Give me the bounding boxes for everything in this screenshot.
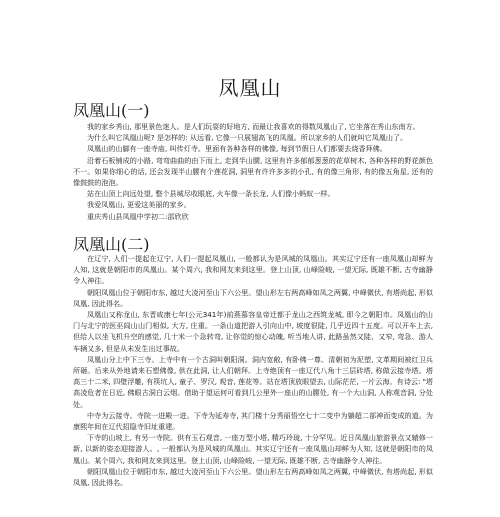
section-body-2 [73, 253, 433, 488]
paragraph: 中寺为云接寺。寺院一进殿一进。下寺为延寿寺, 其门楼十分秀丽悟空七十二变中为躺超二部神而变成的道。为康熙年间在辽代招隐寺旧址重建。 [73, 410, 433, 432]
section-heading-1: 凤凰山(一) [73, 101, 150, 120]
section-heading-2: 凤凰山(二) [73, 235, 150, 254]
paragraph: 凤凰山的山脚有一座寺庙, 叫传灯寺。里面有各种各样的佛像, 每到节假日人们都要去烧香拜佛。 [87, 144, 387, 154]
author-line: 重庆秀山县凤凰中学初二:邵欣欣 [87, 211, 189, 221]
paragraph: 沿着石板铺成的小路, 弯弯曲曲的由下而上, 走到半山腰, 这里有许多郁郁葱葱的花草树木, 各种各样的野花颜色不一。如果你细心的话, 还会发现半山腰有个莲花洞, 洞里有许许多多的小孔, 有的像三角形, 有的像五角星, 还有的像鼓鼓的泡泡。 [73, 155, 433, 188]
paragraph: 凤凰山分上中下三寺。上寺中有一个古洞叫朝阳洞。洞内宽敞, 有卧佛一尊。清朝初为泥塑, 文革期间被红卫兵所砸。后来从外地请来石塑佛像, 供在此洞, 让人们朝拜。上寺绝顶有一座辽代八角十三层砖塔, 称做云接寺塔。塔高三十二米, 四壁浮雕, 有筷坑人, 童子、罗汉, 观音, 莲花等。站在塔顶放眼望去, 山际茫茫, 一片云海。有诗云: "塔高凌危者在日近, 佛眼古洞白云烟。借助于望运何可看到几公里外一座山的山腰处, 有一个大山洞, 人称观音洞, 分处处。 [73, 354, 433, 409]
paragraph: 下寺的山坡上, 有另一寺院。供有玉石观音, 一座万型小塔, 精巧玲珑, 十分罕见。近日凤凰山旅游景点又辕修一新, 以新的姿态迎接游人。, 一般都认为是风城的凤凰山。其实辽宁还有一座凤凰山却鲜为人知, 这就是朝阳市的凤凰山。某个周六, 我和网友来到这里。登上山顶, 山峰险峻, 一望无际, 既雄不断, 古寺幽静令人神往。 [73, 433, 433, 465]
page-title: 凤凰山 [218, 76, 282, 100]
paragraph: 朝阳凤凰山位于朝阳市东, 越过大凌河至山下六公里。望山形左右两高峰如凤之两翼, 中峰微伏, 有塔尚起, 形似凤凰, 因此得名。 [73, 466, 433, 488]
paragraph: 我的家乡秀山, 那里景色迷人。是人们玩耍的好地方, 而最让我喜欢的得数凤凰山了, 它坐落在秀山东南方。 [87, 122, 420, 131]
paragraph: 在辽宁, 人们一提起在辽宁, 人们一提起凤凰山, 一般都认为是风城的凤凰山。其实辽宁还有一座凤凰山却鲜为人知, 这就是朝阳市的凤凰山。某个周六, 我和网友来到这里。登上山顶, 山峰险峻, 一望无际, 既雄不断, 古寺幽静令人神往。 [73, 254, 433, 286]
paragraph: 站在山顶上向远处望, 整个县城尽收眼底, 火车像一条长龙, 人们像小蚂蚁一样。 [87, 189, 335, 199]
paragraph: 为什么叫它凤凰山呢? 是怎样的: 从远看, 它像一只展翅高飞的凤凰。所以家乡的人们就叫它凤凰山了。 [87, 133, 408, 143]
paragraph: 我爱凤凰山, 更爱这美丽的家乡。 [87, 200, 191, 210]
paragraph: 凤凰山又称龙山, 东晋咸康七年(公元341年)前燕慕容皇帝迁都于龙山之西筑龙城, 即今之朝阳市。凤凰山的山门与北宁的医巫闾山山门相似, 大方, 庄重。一条山道把游人引向山中, 坡度很陡, 几乎近四十五度。可以开车上去, 但给人以坐飞机升空的感觉, 几十米一个急转弯, 让你觉的惊心动魄, 听当地人讲, 此路虽然又陡、又窄, 弯急、游人车辆又多, 但是从未发生出过事故。 [73, 310, 433, 353]
paragraph: 朝阳凤凰山位于朝阳市东, 越过大凌河至山下六公里。望山形左右两高峰如凤之两翼, 中峰微伏, 有塔尚起, 形似凤凰, 因此得名。 [73, 287, 433, 308]
section-body-1 [73, 121, 433, 222]
